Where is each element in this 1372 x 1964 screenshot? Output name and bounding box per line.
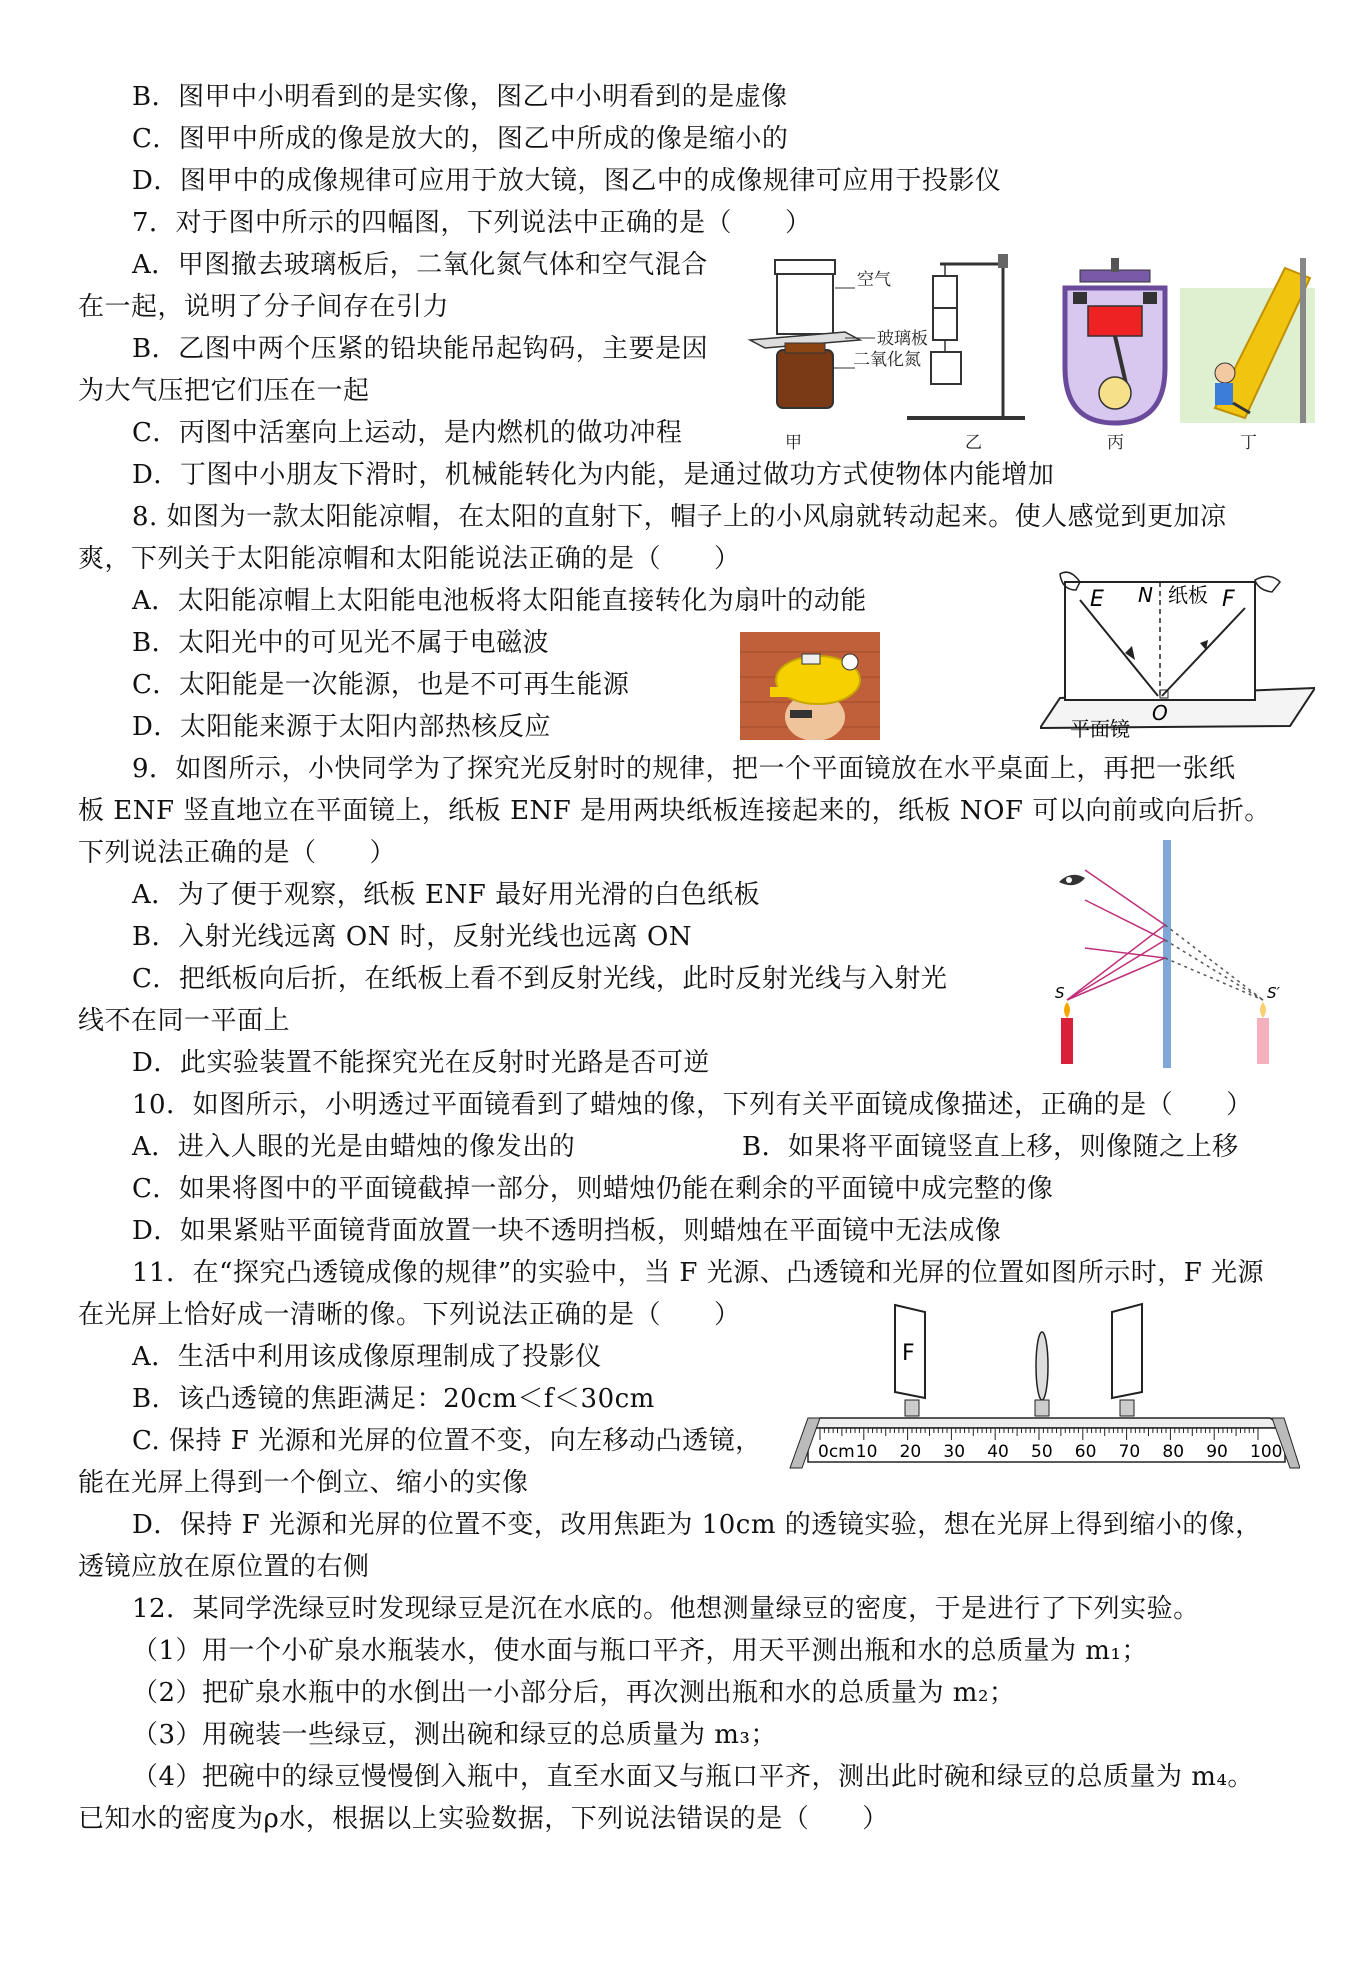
option-a-q7: A．甲图撤去玻璃板后，二氧化氮气体和空气混合 xyxy=(132,250,708,280)
light-screen xyxy=(1112,1304,1142,1416)
option-c-q9: C．把纸板向后折，在纸板上看不到反射光线，此时反射光线与入射光 xyxy=(132,964,948,994)
label-f-source: F xyxy=(902,1341,915,1366)
step-2-q12: （2）把矿泉水瓶中的水倒出一小部分后，再次测出瓶和水的总质量为 m₂； xyxy=(132,1678,1016,1708)
caption-bing: 丙 xyxy=(1107,433,1124,453)
fig-yi-lead-blocks xyxy=(907,254,1025,453)
fig-bing-engine xyxy=(1065,258,1165,453)
figure-q7 xyxy=(745,248,1315,458)
option-c-q7: C．丙图中活塞向上运动，是内燃机的做功冲程 xyxy=(132,418,683,448)
ruler-tick-label: 60 xyxy=(1074,1442,1097,1462)
option-a-q8: A．太阳能凉帽上太阳能电池板将太阳能直接转化为扇叶的动能 xyxy=(132,586,867,616)
option-c-q10: C．如果将图中的平面镜截掉一部分，则蜡烛仍能在剩余的平面镜中成完整的像 xyxy=(132,1174,1054,1204)
option-d-q6: D．图甲中的成像规律可应用于放大镜，图乙中的成像规律可应用于投影仪 xyxy=(132,166,1002,196)
label-s: S xyxy=(1055,984,1065,1002)
question-11: 11．在“探究凸透镜成像的规律”的实验中，当 F 光源、凸透镜和光屏的位置如图所示时，F 光源 xyxy=(132,1258,1265,1288)
question-10: 10．如图所示，小明透过平面镜看到了蜡烛的像，下列有关平面镜成像描述，正确的是（ ） xyxy=(132,1090,1253,1120)
caption-ding: 丁 xyxy=(1240,433,1257,453)
ruler-tick-label: 100 xyxy=(1250,1442,1283,1462)
option-b-q10: B．如果将平面镜竖直上移，则像随之上移 xyxy=(742,1132,1239,1162)
question-8: 8. 如图为一款太阳能凉帽，在太阳的直射下，帽子上的小风扇就转动起来。使人感觉到更加凉 xyxy=(132,502,1227,532)
fig-ding-slide xyxy=(1180,258,1315,453)
option-b-q9: B．入射光线远离 ON 时，反射光线也远离 ON xyxy=(132,922,693,952)
figure-q11-optical-bench xyxy=(780,1300,1300,1475)
option-d-q10: D．如果紧贴平面镜背面放置一块不透明挡板，则蜡烛在平面镜中无法成像 xyxy=(132,1216,1002,1246)
ruler-tick-label: 10 xyxy=(855,1442,878,1462)
option-b-q11: B．该凸透镜的焦距满足：20cm＜f＜30cm xyxy=(132,1384,655,1414)
light-source-f xyxy=(895,1305,925,1416)
ruler-tick-label: 70 xyxy=(1118,1442,1141,1462)
option-b-q8: B．太阳光中的可见光不属于电磁波 xyxy=(132,628,550,658)
figure-q9-reflection xyxy=(1040,568,1315,738)
option-b-q7-cont: 为大气压把它们压在一起 xyxy=(78,376,370,406)
option-b-q7: B．乙图中两个压紧的铅块能吊起钩码，主要是因 xyxy=(132,334,709,364)
option-d-q9: D．此实验装置不能探究光在反射时光路是否可逆 xyxy=(132,1048,710,1078)
label-n: N xyxy=(1138,583,1153,607)
option-d-q11: D．保持 F 光源和光屏的位置不变，改用焦距为 10cm 的透镜实验，想在光屏上得到缩小的像， xyxy=(132,1510,1262,1540)
fig-jia-gas-jars xyxy=(750,260,928,453)
question-9-cont1: 板 ENF 竖直地立在平面镜上，纸板 ENF 是用两块纸板连接起来的，纸板 NOF 可以向前或向后折。 xyxy=(78,796,1271,826)
question-9: 9．如图所示，小快同学为了探究光反射时的规律，把一个平面镜放在水平桌面上，再把一张纸 xyxy=(132,754,1236,784)
ruler-tick-label: 50 xyxy=(1031,1442,1053,1462)
option-b-q6: B．图甲中小明看到的是实像，图乙中小明看到的是虚像 xyxy=(132,82,788,112)
convex-lens xyxy=(1035,1332,1049,1416)
ruler-tick-label: 80 xyxy=(1162,1442,1185,1462)
option-c-q8: C．太阳能是一次能源，也是不可再生能源 xyxy=(132,670,630,700)
label-paper-board: 纸板 xyxy=(1168,583,1208,607)
ruler-tick-label: 20 xyxy=(899,1442,922,1462)
figure-q8-solar-hat xyxy=(740,632,880,740)
question-11-cont: 在光屏上恰好成一清晰的像。下列说法正确的是（ ） xyxy=(78,1300,741,1330)
label-e: E xyxy=(1090,587,1104,612)
option-d-q7: D．丁图中小朋友下滑时，机械能转化为内能，是通过做功方式使物体内能增加 xyxy=(132,460,1055,490)
option-a-q11: A．生活中利用该成像原理制成了投影仪 xyxy=(132,1342,602,1372)
option-d-q11-cont: 透镜应放在原位置的右侧 xyxy=(78,1552,370,1582)
ruler-tick-label: 0cm xyxy=(818,1442,855,1462)
caption-jia: 甲 xyxy=(785,433,802,453)
step-1-q12: （1）用一个小矿泉水瓶装水，使水面与瓶口平齐，用天平测出瓶和水的总质量为 m₁； xyxy=(132,1636,1148,1666)
question-8-cont: 爽，下列关于太阳能凉帽和太阳能说法正确的是（ ） xyxy=(78,544,741,574)
question-12: 12．某同学洗绿豆时发现绿豆是沉在水底的。他想测量绿豆的密度，于是进行了下列实验。 xyxy=(132,1594,1200,1624)
ruler-tick-label: 30 xyxy=(943,1442,966,1462)
caption-yi: 乙 xyxy=(965,433,982,453)
step-4-q12: （4）把碗中的绿豆慢慢倒入瓶中，直至水面又与瓶口平齐，测出此时碗和绿豆的总质量为 m₄。 xyxy=(132,1762,1254,1792)
question-7: 7．对于图中所示的四幅图，下列说法中正确的是（ ） xyxy=(132,208,812,238)
label-glass: 玻璃板 xyxy=(877,329,928,349)
label-no2: 二氧化氮 xyxy=(853,350,921,370)
label-s-image: S′ xyxy=(1267,984,1280,1002)
option-c-q11: C. 保持 F 光源和光屏的位置不变，向左移动凸透镜， xyxy=(132,1426,762,1456)
option-c-q9-cont: 线不在同一平面上 xyxy=(78,1006,291,1036)
question-12-cont: 已知水的密度为ρ水，根据以上实验数据，下列说法错误的是（ ） xyxy=(78,1804,889,1834)
label-f: F xyxy=(1222,587,1235,612)
option-a-q10: A．进入人眼的光是由蜡烛的像发出的 xyxy=(132,1132,576,1162)
figure-q10-plane-mirror xyxy=(1045,840,1315,1068)
question-9-cont2: 下列说法正确的是（ ） xyxy=(78,838,397,868)
option-c-q6: C．图甲中所成的像是放大的，图乙中所成的像是缩小的 xyxy=(132,124,789,154)
label-o: O xyxy=(1152,701,1168,725)
label-plane-mirror: 平面镜 xyxy=(1070,717,1130,738)
ruler-tick-label: 90 xyxy=(1206,1442,1228,1462)
option-d-q8: D．太阳能来源于太阳内部热核反应 xyxy=(132,712,551,742)
option-a-q7-cont: 在一起，说明了分子间存在引力 xyxy=(78,292,450,322)
ruler-tick-label: 40 xyxy=(987,1442,1009,1462)
step-3-q12: （3）用碗装一些绿豆，测出碗和绿豆的总质量为 m₃； xyxy=(132,1720,777,1750)
option-c-q11-cont: 能在光屏上得到一个倒立、缩小的实像 xyxy=(78,1468,529,1498)
option-a-q9: A．为了便于观察，纸板 ENF 最好用光滑的白色纸板 xyxy=(132,880,761,910)
label-air: 空气 xyxy=(857,270,891,290)
